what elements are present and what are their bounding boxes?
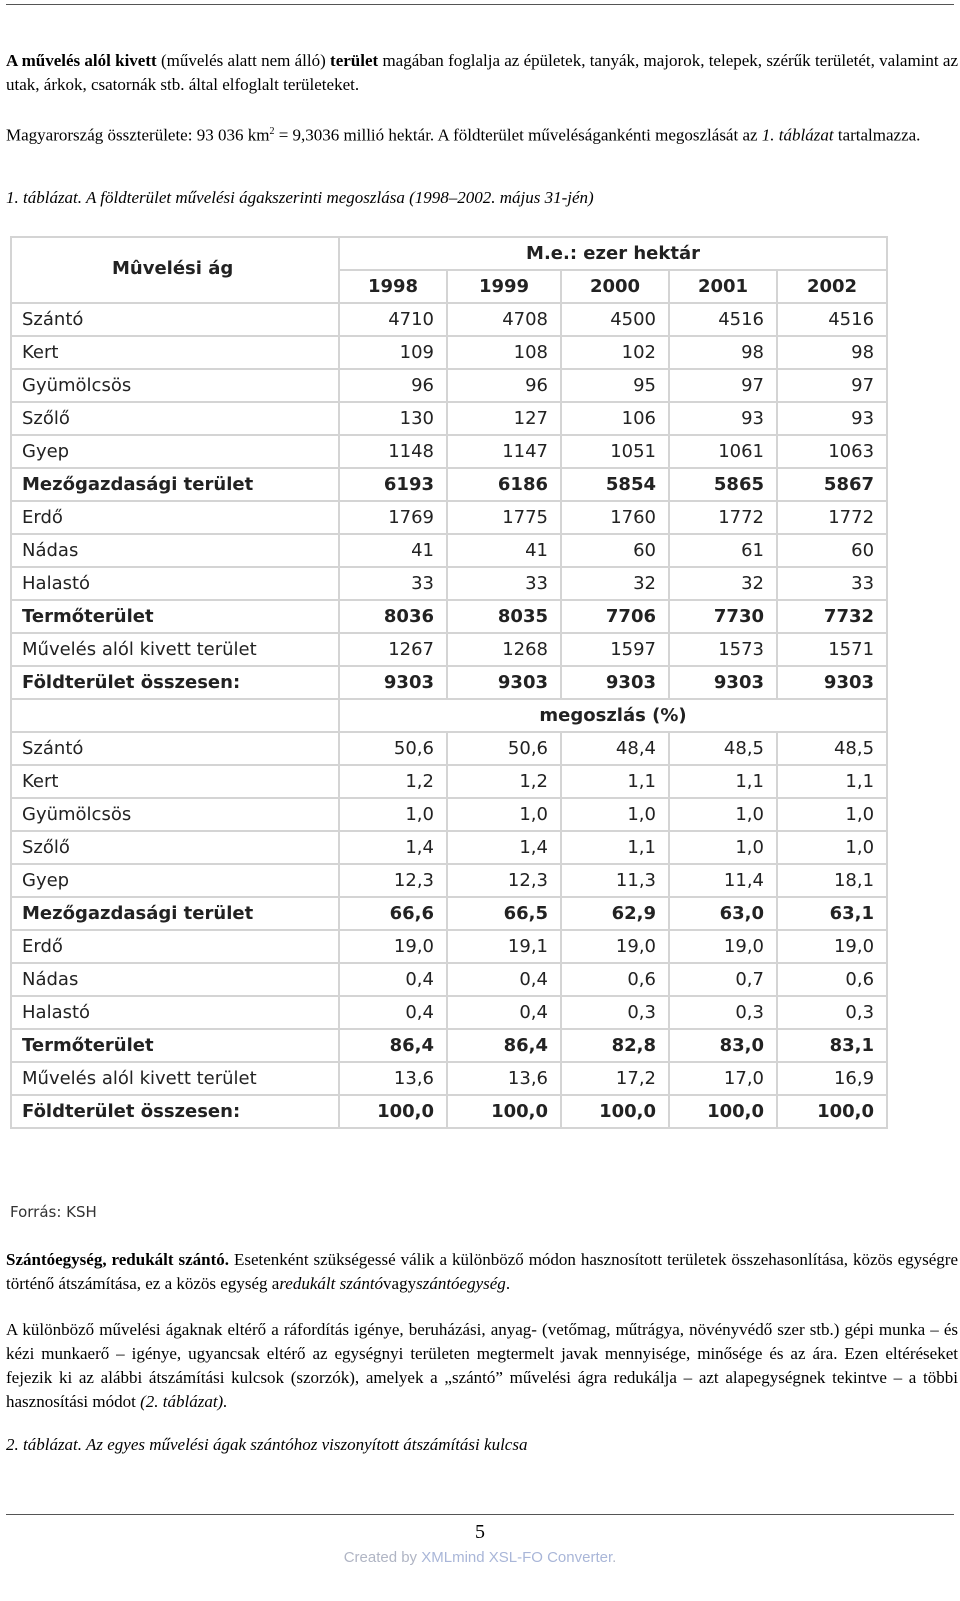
cell-value: 17,2 — [561, 1062, 669, 1095]
cell-value: 19,1 — [447, 930, 561, 963]
cell-value: 9303 — [777, 666, 887, 699]
cell-value: 1,0 — [669, 831, 777, 864]
row-label: Halastó — [11, 996, 339, 1029]
cell-value: 100,0 — [447, 1095, 561, 1128]
table-row — [11, 798, 887, 831]
cell-value: 4500 — [561, 303, 669, 336]
cell-value: 1775 — [447, 501, 561, 534]
cell-value: 98 — [669, 336, 777, 369]
cell-value: 9303 — [669, 666, 777, 699]
cell-value: 100,0 — [339, 1095, 447, 1128]
cell-value: 96 — [339, 369, 447, 402]
row-label: Földterület összesen: — [11, 1095, 339, 1128]
cell-value: 1,0 — [339, 798, 447, 831]
cell-value: 106 — [561, 402, 669, 435]
year-header: 2002 — [777, 270, 887, 303]
footer-rule — [6, 1514, 954, 1515]
cell-value: 41 — [339, 534, 447, 567]
table-row — [11, 402, 887, 435]
table-reference: 1. táblázat — [761, 125, 834, 145]
table1 — [10, 236, 886, 1129]
cell-value: 4710 — [339, 303, 447, 336]
table-row — [11, 765, 887, 798]
cell-value: 50,6 — [447, 732, 561, 765]
cell-value: 1772 — [777, 501, 887, 534]
year-header: 2001 — [669, 270, 777, 303]
cell-value: 0,7 — [669, 963, 777, 996]
cell-value: 1,0 — [777, 831, 887, 864]
cell-value: 1573 — [669, 633, 777, 666]
cell-value: 109 — [339, 336, 447, 369]
cell-value: 7732 — [777, 600, 887, 633]
row-label: Földterület összesen: — [11, 666, 339, 699]
empty-cell — [11, 699, 339, 732]
cell-value: 63,0 — [669, 897, 777, 930]
table-row — [11, 1095, 887, 1128]
term-bold: terület — [330, 51, 379, 70]
cell-value: 5854 — [561, 468, 669, 501]
row-label: Kert — [11, 336, 339, 369]
cell-value: 19,0 — [669, 930, 777, 963]
table-row — [11, 567, 887, 600]
table-row — [11, 534, 887, 567]
page-number: 5 — [475, 1521, 485, 1543]
cell-value: 1147 — [447, 435, 561, 468]
cell-value: 48,4 — [561, 732, 669, 765]
cell-value: 100,0 — [777, 1095, 887, 1128]
table-row — [11, 732, 887, 765]
row-label: Művelés alól kivett terület — [11, 1062, 339, 1095]
cell-value: 66,6 — [339, 897, 447, 930]
table1-caption: 1. táblázat. A földterület művelési ágakszerinti megoszlása (1998–2002. május 31-jén) — [6, 188, 594, 207]
cell-value: 0,6 — [777, 963, 887, 996]
cell-value: 98 — [777, 336, 887, 369]
row-label: Kert — [11, 765, 339, 798]
cell-value: 4516 — [777, 303, 887, 336]
table-row — [11, 831, 887, 864]
cell-value: 33 — [777, 567, 887, 600]
cell-value: 1063 — [777, 435, 887, 468]
cell-value: 63,1 — [777, 897, 887, 930]
cell-value: 1,1 — [561, 831, 669, 864]
cell-value: 86,4 — [339, 1029, 447, 1062]
cell-value: 93 — [669, 402, 777, 435]
cell-value: 12,3 — [447, 864, 561, 897]
table-row — [11, 303, 887, 336]
cell-value: 4708 — [447, 303, 561, 336]
cell-value: 62,9 — [561, 897, 669, 930]
cell-value: 32 — [561, 567, 669, 600]
cell-value: 1,2 — [447, 765, 561, 798]
year-header: 1999 — [447, 270, 561, 303]
cell-value: 1597 — [561, 633, 669, 666]
cell-value: 8035 — [447, 600, 561, 633]
cell-value: 61 — [669, 534, 777, 567]
row-label: Szőlő — [11, 402, 339, 435]
table-row — [11, 501, 887, 534]
cell-value: 9303 — [561, 666, 669, 699]
cell-value: 1,1 — [669, 765, 777, 798]
cell-value: 0,3 — [777, 996, 887, 1029]
cell-value: 82,8 — [561, 1029, 669, 1062]
cell-value: 127 — [447, 402, 561, 435]
row-label: Termőterület — [11, 1029, 339, 1062]
cell-value: 50,6 — [339, 732, 447, 765]
row-label: Művelés alól kivett terület — [11, 633, 339, 666]
cell-value: 9303 — [447, 666, 561, 699]
year-header: 1998 — [339, 270, 447, 303]
table-row — [11, 930, 887, 963]
cell-value: 0,4 — [339, 996, 447, 1029]
table-header-row — [11, 237, 887, 270]
row-label: Erdő — [11, 930, 339, 963]
table-row — [11, 963, 887, 996]
cell-value: 16,9 — [777, 1062, 887, 1095]
cell-value: 96 — [447, 369, 561, 402]
cell-value: 6186 — [447, 468, 561, 501]
row-label: Szántó — [11, 303, 339, 336]
section-divider-row — [11, 699, 887, 732]
cell-value: 66,5 — [447, 897, 561, 930]
cell-value: 1268 — [447, 633, 561, 666]
table-row — [11, 633, 887, 666]
cell-value: 0,4 — [447, 996, 561, 1029]
footer-credit: Created by XMLmind XSL-FO Converter. — [343, 1549, 617, 1566]
cell-value: 48,5 — [777, 732, 887, 765]
cell-value: 9303 — [339, 666, 447, 699]
cell-value: 1267 — [339, 633, 447, 666]
cell-value: 1772 — [669, 501, 777, 534]
cell-value: 7706 — [561, 600, 669, 633]
cell-value: 5867 — [777, 468, 887, 501]
table-row — [11, 996, 887, 1029]
distribution-label: megoszlás (%) — [339, 699, 887, 732]
cell-value: 6193 — [339, 468, 447, 501]
cell-value: 93 — [777, 402, 887, 435]
cell-value: 60 — [561, 534, 669, 567]
converter-link[interactable]: XMLmind XSL-FO Converter — [421, 1549, 613, 1566]
cell-value: 97 — [669, 369, 777, 402]
header-rule — [6, 4, 954, 5]
cell-value: 1760 — [561, 501, 669, 534]
cell-value: 13,6 — [447, 1062, 561, 1095]
cell-value: 1,0 — [777, 798, 887, 831]
row-label: Szőlő — [11, 831, 339, 864]
cell-value: 1,1 — [561, 765, 669, 798]
cell-value: 0,6 — [561, 963, 669, 996]
row-label: Gyümölcsös — [11, 798, 339, 831]
cell-value: 11,3 — [561, 864, 669, 897]
cell-value: 0,3 — [561, 996, 669, 1029]
table-row — [11, 1029, 887, 1062]
cell-value: 1571 — [777, 633, 887, 666]
cell-value: 41 — [447, 534, 561, 567]
table-row — [11, 864, 887, 897]
cell-value: 1148 — [339, 435, 447, 468]
cell-value: 95 — [561, 369, 669, 402]
table-row — [11, 600, 887, 633]
cell-value: 1769 — [339, 501, 447, 534]
cell-value: 0,4 — [339, 963, 447, 996]
header-label: Mûvelési ág — [11, 237, 339, 303]
cell-value: 100,0 — [561, 1095, 669, 1128]
table-row — [11, 468, 887, 501]
cell-value: 5865 — [669, 468, 777, 501]
cell-value: 83,1 — [777, 1029, 887, 1062]
year-header: 2000 — [561, 270, 669, 303]
row-label: Halastó — [11, 567, 339, 600]
cell-value: 102 — [561, 336, 669, 369]
table-row — [11, 1062, 887, 1095]
section-paragraph-2: A különböző művelési ágaknak eltérő a ráfordítás igénye, beruházási, anyag- (vetőmag, műtrágya, növényvédő szer stb.) gépi munka – és kézi munkaerő – igénye, ugyancsak eltérő az egységnyi területen megtermelt javak mennyisége, minősége és az ára. Ezen eltéréseket fejezik ki az alábbi átszámítási kulcsok (szorzók), amelyek a „szántó” művelési ágra redukálja – azt alapegységnek tekintve – a többi hasznosítási módot (2. táblázat). — [6, 1320, 958, 1411]
cell-value: 0,3 — [669, 996, 777, 1029]
row-label: Szántó — [11, 732, 339, 765]
cell-value: 4516 — [669, 303, 777, 336]
cell-value: 1061 — [669, 435, 777, 468]
cell-value: 48,5 — [669, 732, 777, 765]
cell-value: 8036 — [339, 600, 447, 633]
cell-value: 7730 — [669, 600, 777, 633]
table-reference: (2. táblázat). — [140, 1392, 228, 1411]
cell-value: 1,1 — [777, 765, 887, 798]
row-label: Nádas — [11, 963, 339, 996]
cell-value: 108 — [447, 336, 561, 369]
row-label: Gyep — [11, 864, 339, 897]
table-row — [11, 435, 887, 468]
source-note: Forrás: KSH — [10, 1203, 97, 1221]
row-label: Nádas — [11, 534, 339, 567]
cell-value: 1,0 — [447, 798, 561, 831]
section-heading: Szántóegység, redukált szántó. — [6, 1250, 230, 1269]
row-label: Gyep — [11, 435, 339, 468]
unit-label: M.e.: ezer hektár — [339, 237, 887, 270]
cell-value: 83,0 — [669, 1029, 777, 1062]
row-label: Gyümölcsös — [11, 369, 339, 402]
cell-value: 11,4 — [669, 864, 777, 897]
intro-paragraph-1: A művelés alól kivett (művelés alatt nem álló) terület magában foglalja az épületek, tanyák, majorok, telepek, szérűk területét, valamint az utak, árkok, csatornák stb. által elfoglalt területeket. — [6, 51, 958, 94]
cell-value: 1051 — [561, 435, 669, 468]
cell-value: 97 — [777, 369, 887, 402]
table2-caption: 2. táblázat. Az egyes művelési ágak szántóhoz viszonyított átszámítási kulcsa — [6, 1435, 528, 1454]
cell-value: 19,0 — [777, 930, 887, 963]
row-label: Mezőgazdasági terület — [11, 897, 339, 930]
cell-value: 1,4 — [339, 831, 447, 864]
row-label: Termőterület — [11, 600, 339, 633]
row-label: Erdő — [11, 501, 339, 534]
cell-value: 1,0 — [561, 798, 669, 831]
term-bold: A művelés alól kivett — [6, 51, 157, 70]
cell-value: 1,0 — [669, 798, 777, 831]
cell-value: 32 — [669, 567, 777, 600]
land-use-table — [10, 236, 888, 1129]
cell-value: 130 — [339, 402, 447, 435]
cell-value: 12,3 — [339, 864, 447, 897]
section-paragraph-1: Szántóegység, redukált szántó. Esetenként szükségessé válik a különböző módon hasznosított területek összehasonlítása, közös egységre történő átszámítása, ez a közös egység aredukált szántóvagyszántóegység. — [6, 1250, 958, 1293]
cell-value: 1,4 — [447, 831, 561, 864]
cell-value: 60 — [777, 534, 887, 567]
table-row — [11, 666, 887, 699]
cell-value: 19,0 — [561, 930, 669, 963]
table-row — [11, 897, 887, 930]
table-row — [11, 336, 887, 369]
cell-value: 18,1 — [777, 864, 887, 897]
row-label: Mezőgazdasági terület — [11, 468, 339, 501]
cell-value: 86,4 — [447, 1029, 561, 1062]
cell-value: 17,0 — [669, 1062, 777, 1095]
cell-value: 33 — [339, 567, 447, 600]
cell-value: 1,2 — [339, 765, 447, 798]
intro-paragraph-2: Magyarország összterülete: 93 036 $km^2 = 9,3036$ millió hektár. A földterület műveléságankénti megoszlását az 1. táblázat tartalmazza. — [6, 125, 921, 145]
cell-value: 19,0 — [339, 930, 447, 963]
cell-value: 100,0 — [669, 1095, 777, 1128]
cell-value: 13,6 — [339, 1062, 447, 1095]
cell-value: 33 — [447, 567, 561, 600]
cell-value: 0,4 — [447, 963, 561, 996]
table-row — [11, 369, 887, 402]
